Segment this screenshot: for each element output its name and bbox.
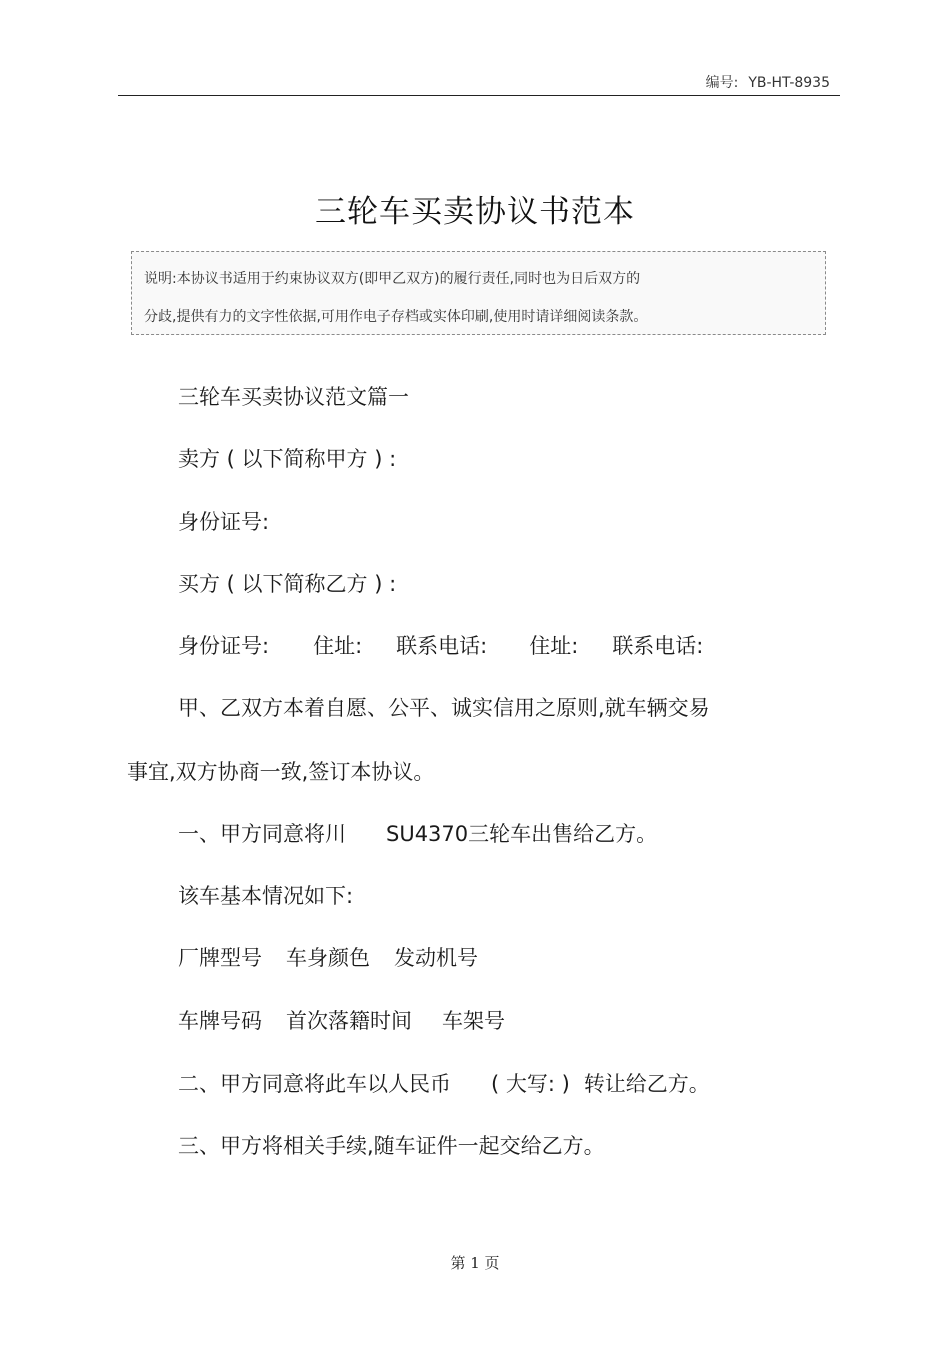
vehicle-info-row-2 (178, 1005, 505, 1035)
clause-1-plate: SU4370 (386, 822, 469, 846)
seller-id-line: 身份证号: (178, 510, 270, 534)
buyer-address-label: 住址: (313, 634, 363, 658)
document-code-label: 编号: (705, 75, 739, 91)
clause-1-prefix: 一、甲方同意将川 (178, 822, 346, 846)
document-title: 三轮车买卖协议书范本 (315, 194, 635, 230)
clause-2-prefix: 二、甲方同意将此车以人民币 (178, 1072, 451, 1096)
first-registration-label: 首次落籍时间 (286, 1009, 412, 1033)
buyer-address-label-2: 住址: (529, 634, 579, 658)
buyer-id-label: 身份证号: (178, 634, 270, 658)
document-code (706, 72, 830, 92)
buyer-line: 买方 ( 以下简称乙方 ) : (178, 572, 397, 596)
body-color-label: 车身颜色 (286, 946, 370, 970)
engine-number-label: 发动机号 (394, 946, 478, 970)
vehicle-info-heading: 该车基本情况如下: (178, 884, 354, 908)
intro-line-1: 甲、乙双方本着自愿、公平、诚实信用之原则,就车辆交易 (178, 696, 710, 720)
header-divider (118, 95, 840, 96)
intro-line-2: 事宜,双方协商一致,签订本协议。 (127, 760, 435, 784)
note-line-2: 分歧,提供有力的文字性依据,可用作电子存档或实体印刷,使用时请详细阅读条款。 (144, 309, 648, 325)
plate-number-label: 车牌号码 (178, 1009, 262, 1033)
note-line-1: 说明:本协议书适用于约束协议双方(即甲乙双方)的履行责任,同时也为日后双方的 (144, 271, 641, 287)
document-code-value: YB-HT-8935 (748, 75, 830, 91)
buyer-phone-label-2: 联系电话: (612, 634, 704, 658)
buyer-phone-label: 联系电话: (396, 634, 488, 658)
clause-1-suffix: 三轮车出售给乙方。 (468, 822, 658, 846)
page-number: 第 1 页 (450, 1254, 500, 1272)
clause-2 (178, 1068, 710, 1098)
vehicle-info-row-1 (178, 942, 478, 972)
clause-2-amount-in-words: ( 大写: ) (491, 1072, 570, 1096)
clause-3: 三、甲方将相关手续,随车证件一起交给乙方。 (178, 1134, 605, 1158)
clause-2-suffix: 转让给乙方。 (583, 1072, 710, 1096)
note-box (131, 251, 826, 335)
frame-number-label: 车架号 (442, 1009, 505, 1033)
clause-1 (178, 818, 657, 848)
seller-line: 卖方 ( 以下简称甲方 ) : (178, 447, 397, 471)
buyer-info-line (178, 630, 703, 660)
brand-model-label: 厂牌型号 (178, 946, 262, 970)
section-heading: 三轮车买卖协议范文篇一 (178, 385, 409, 409)
